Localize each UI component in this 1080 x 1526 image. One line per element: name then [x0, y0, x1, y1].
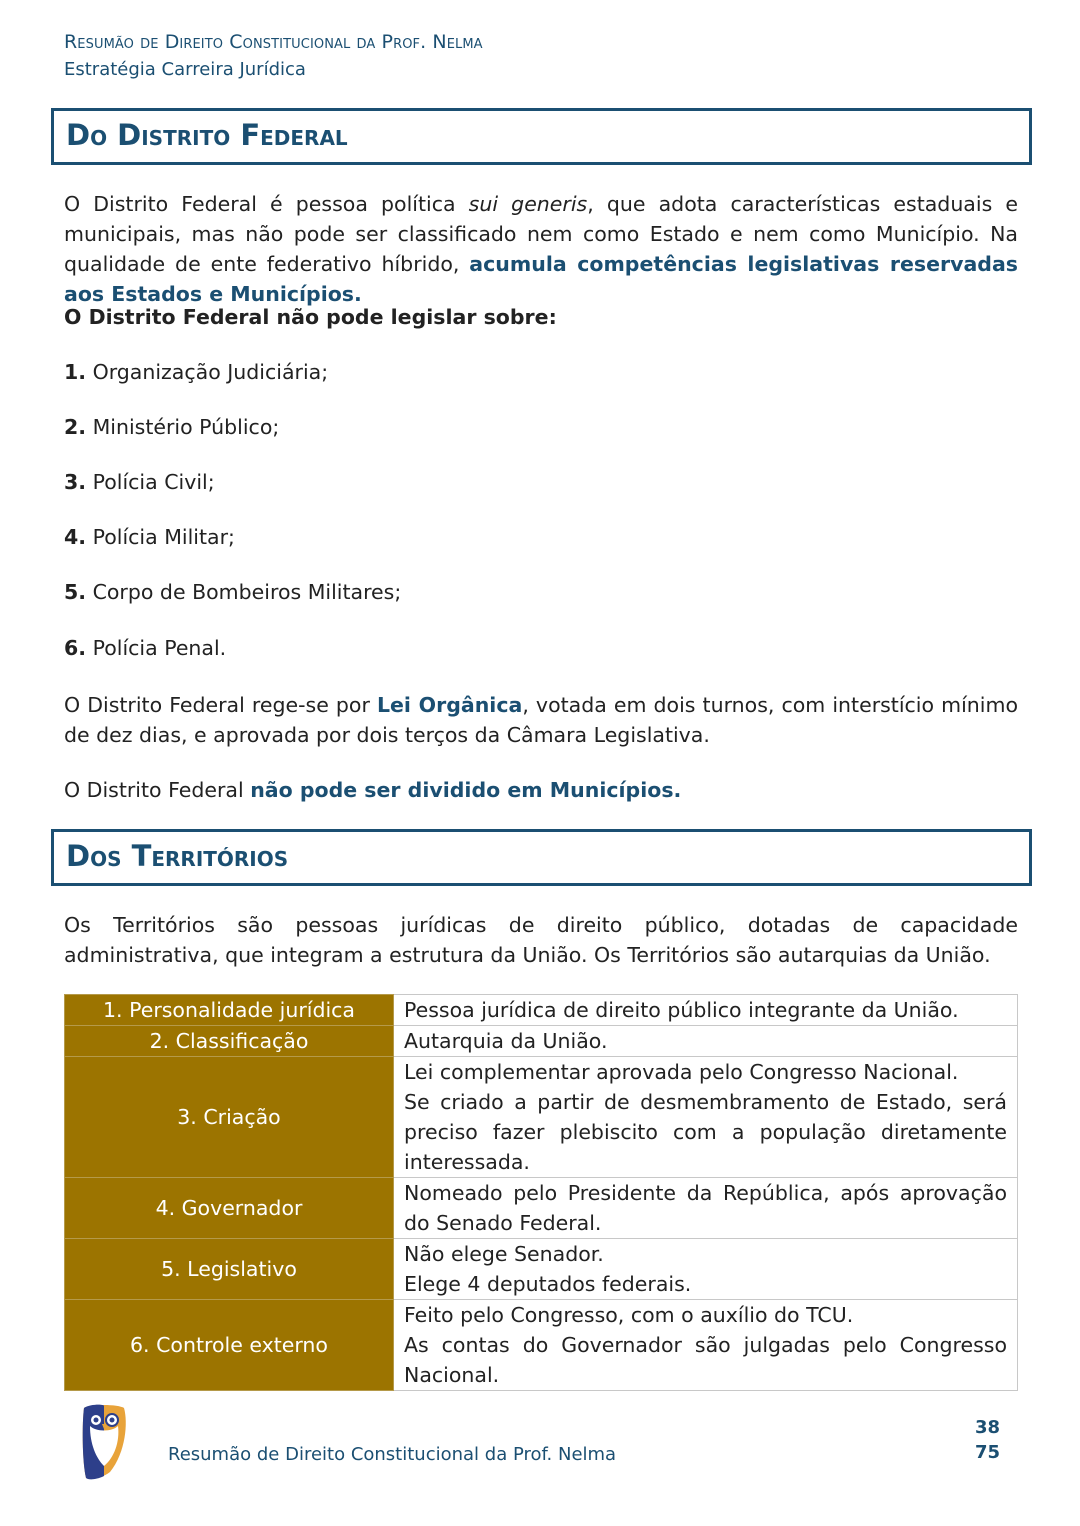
list-item: [64, 636, 226, 660]
list-item-text: Polícia Civil;: [86, 470, 215, 494]
table-value: Nomeado pelo Presidente da República, após aprovação do Senado Federal.: [394, 1178, 1018, 1239]
lei-highlight: Lei Orgânica: [376, 693, 523, 717]
page-number: 38: [975, 1417, 1001, 1438]
table-value: Pessoa jurídica de direito público integrante da União.: [394, 995, 1018, 1026]
list-item-text: Ministério Público;: [86, 415, 280, 439]
list-item-number: 6.: [64, 636, 87, 660]
table-value-line: Elege 4 deputados federais.: [404, 1272, 692, 1296]
header-title: Resumão de Direito Constitucional da Prof. Nelma: [64, 31, 483, 53]
lei-text-continued: , votada em dois turnos, com interstício mínimo de dez dias, e aprovada por dois terços da Câmara Legislativa.: [64, 693, 1018, 747]
list-item-text: Corpo de Bombeiros Militares;: [86, 580, 402, 604]
table-label: 4. Governador: [65, 1178, 394, 1239]
table-row: [65, 1300, 1018, 1391]
intro-text-continued: , que adota características estaduais e municipais, mas não pode ser classificado nem como Estado e nem como Município. Na qualidade de ente federativo híbrido,: [64, 192, 1018, 276]
table-label: 1. Personalidade jurídica: [65, 995, 394, 1026]
table-value-line: Feito pelo Congresso, com o auxílio do TCU.: [404, 1303, 854, 1327]
table-row: [65, 1178, 1018, 1239]
table-row: [65, 1026, 1018, 1057]
list-item-number: 4.: [64, 525, 87, 549]
table-value: Autarquia da União.: [394, 1026, 1018, 1057]
owl-logo-icon: [80, 1402, 128, 1480]
page-total: 75: [975, 1442, 1001, 1463]
table-value-line: As contas do Governador são julgadas pelo Congresso Nacional.: [404, 1333, 1007, 1387]
table-value-line: Lei complementar aprovada pelo Congresso Nacional.: [404, 1060, 959, 1084]
table-label: 6. Controle externo: [65, 1300, 394, 1391]
list-item-number: 2.: [64, 415, 87, 439]
division-text: O Distrito Federal: [64, 778, 251, 802]
table-label: 5. Legislativo: [65, 1239, 394, 1300]
list-item: [64, 360, 328, 384]
list-item: [64, 470, 215, 494]
header-subtitle: Estratégia Carreira Jurídica: [64, 59, 306, 80]
cannot-legislate-heading: O Distrito Federal não pode legislar sobre:: [64, 305, 557, 329]
footer-title: Resumão de Direito Constitucional da Prof. Nelma: [168, 1444, 617, 1465]
list-item: [64, 415, 279, 439]
section-title: Do Distrito Federal: [66, 118, 348, 152]
intro-italic-text: sui generis: [468, 192, 588, 216]
table-row: [65, 1239, 1018, 1300]
table-value: [394, 1300, 1018, 1391]
table-value: [394, 1057, 1018, 1178]
section-title: Dos Territórios: [66, 839, 289, 873]
intro-text: O Distrito Federal é pessoa política: [64, 192, 469, 216]
division-highlight: não pode ser dividido em Municípios.: [250, 778, 682, 802]
section-heading-territorios: [51, 829, 1032, 886]
territorios-intro: Os Territórios são pessoas jurídicas de direito público, dotadas de capacidade administrativa, que integram a estrutura da União. Os Territórios são autarquias da União.: [64, 913, 1018, 967]
table-label: 3. Criação: [65, 1057, 394, 1178]
table-value: [394, 1239, 1018, 1300]
list-item-text: Organização Judiciária;: [86, 360, 329, 384]
intro-highlight: acumula competências legislativas reservadas aos Estados e Municípios.: [64, 252, 1018, 306]
lei-organica-paragraph: [64, 690, 1018, 750]
division-paragraph: [64, 775, 1018, 805]
table-label: 2. Classificação: [65, 1026, 394, 1057]
list-item-number: 1.: [64, 360, 87, 384]
table-row: [65, 1057, 1018, 1178]
list-item-text: Polícia Militar;: [86, 525, 235, 549]
list-item-text: Polícia Penal.: [86, 636, 227, 660]
table-value-line: Não elege Senador.: [404, 1242, 604, 1266]
lei-text: O Distrito Federal rege-se por: [64, 693, 377, 717]
territorios-table: [64, 994, 1018, 1391]
list-item-number: 3.: [64, 470, 87, 494]
list-item: [64, 525, 235, 549]
list-item-number: 5.: [64, 580, 87, 604]
table-value-line: Se criado a partir de desmembramento de Estado, será preciso fazer plebiscito com a população diretamente interessada.: [404, 1090, 1007, 1174]
section-heading-distrito-federal: [51, 108, 1032, 165]
list-item: [64, 580, 401, 604]
intro-paragraph: [64, 189, 1018, 309]
table-row: [65, 995, 1018, 1026]
